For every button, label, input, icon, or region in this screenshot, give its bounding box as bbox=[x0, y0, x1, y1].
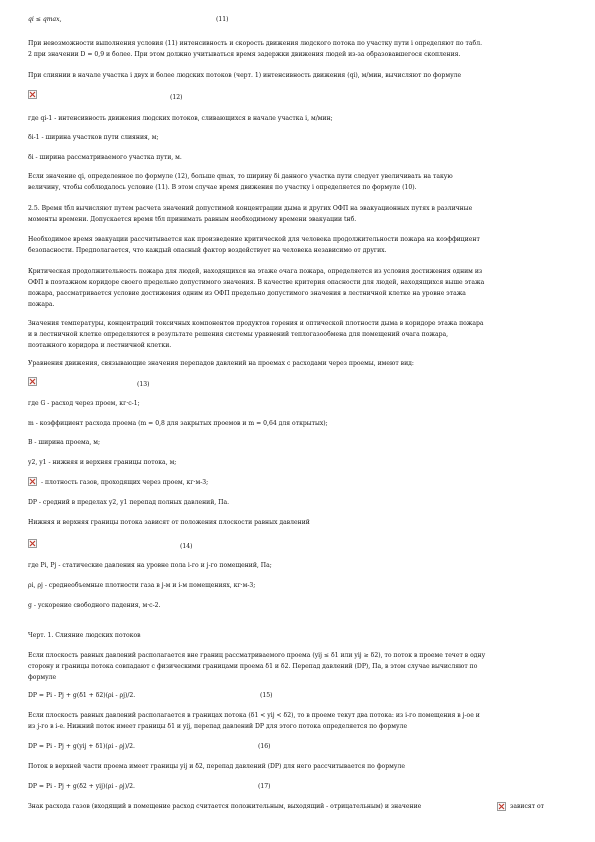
paragraph-two-flows-2: из j-го в i-е. Нижний поток имеет границы δ1 и yij, перепад давлений DP для этого потока определяется по формуле bbox=[28, 723, 408, 730]
paragraph-sign-of-flow-end: зависят от bbox=[510, 803, 545, 810]
where-g: g - ускорение свободного падения, м·c-2. bbox=[28, 602, 161, 609]
paragraph-qmax: Если значение qi, определенное по формуле (12), больше qmax, то ширину δi данного участка пути следует увеличивать на такую bbox=[28, 173, 453, 180]
paragraph-11-condition: При невозможности выполнения условия (11) интенсивность и скорость движения людского потока по участку пути i определяют по табл. bbox=[28, 40, 483, 47]
formula-17: DP = Pi - Pj + g(δ2 + yij)(ρi - ρj)/2. bbox=[28, 783, 135, 790]
paragraph-critical-3: пожара, рассматривается условие достижения одним из ОФП предельно допустимого значения в лестничной клетке на уровне этажа bbox=[28, 290, 466, 297]
paragraph-equal-pressure-2: сторону и границы потока совпадают с физическими границами проема δ1 и δ2. Перепад давлений (DP), Па, в этом случае вычисляют по bbox=[28, 663, 478, 670]
broken-image-icon bbox=[28, 539, 37, 548]
paragraph-two-flows: Если плоскость равных давлений располагается в границах потока (δ1 < yij < δ2), то в проеме текут два потока: из i-го помещения в j-ое и bbox=[28, 712, 480, 719]
where-B: B - ширина проема, м; bbox=[28, 439, 101, 446]
where-m: m - коэффициент расхода проема (m = 0,8 для закрытых проемов и m = 0,64 для открытых); bbox=[28, 420, 328, 427]
formula-16: DP = Pi - Pj + g(yij + δ1)(ρi - ρj)/2. bbox=[28, 743, 135, 750]
where-DP: DP - средний в пределах y2, y1 перепад полных давлений, Па. bbox=[28, 499, 230, 506]
where-qi-1: где qi-1 - интенсивность движения людских потоков, сливающихся в начале участка i, м/мин; bbox=[28, 115, 333, 122]
paragraph-2-5: 2.5. Время tбл вычисляют путем расчета значений допустимой концентрации дыма и других ОФП на эвакуационных путях в различные bbox=[28, 205, 473, 212]
where-rho-i-j: ρi, ρj - среднеобъемные плотности газа в j-м и i-м помещениях, кг·м-3; bbox=[28, 582, 256, 589]
paragraph-2-5-cont: моменты времени. Допускается время tбл принимать равным необходимому времени эвакуации tнб. bbox=[28, 216, 357, 223]
paragraph-evac-time-cont: безопасности. Предполагается, что каждый опасный фактор воздействует на человека независимо от других. bbox=[28, 247, 387, 254]
formula-15: DP = Pi - Pj + g(δ1 + δ2)(ρi - ρj)/2. bbox=[28, 692, 136, 699]
equation-number-13: (13) bbox=[137, 381, 150, 388]
formula-11: qі ≤ qmax, bbox=[28, 16, 62, 23]
broken-image-icon bbox=[28, 477, 37, 486]
paragraph-equal-pressure: Если плоскость равных давлений располагается вне границ рассматриваемого проема (yij ≤ δ1 или yij ≥ δ2), то поток в проеме течет в одну bbox=[28, 652, 486, 659]
paragraph-critical: Критическая продолжительность пожара для людей, находящихся на этаже очага пожара, определяется из условия достижения одним из bbox=[28, 268, 483, 275]
broken-image-icon bbox=[28, 90, 37, 99]
paragraph-sign-of-flow: Знак расхода газов (входящий в помещение расход считается положительным, выходящий - отрицательным) и значение bbox=[28, 803, 422, 810]
equation-number-16: (16) bbox=[258, 743, 271, 750]
paragraph-critical-2: ОФП в поэтажном коридоре своего предельно допустимого значения. В качестве критерия опасности для людей, находящихся выше этажа bbox=[28, 279, 485, 286]
equation-number-15: (15) bbox=[260, 692, 273, 699]
equation-number-14: (14) bbox=[180, 543, 193, 550]
paragraph-temperature-2: и в лестничной клетке определяются в результате решения системы уравнений теплогазообмена для помещений очага пожара, bbox=[28, 331, 449, 338]
paragraph-temperature-3: поэтажного коридора и лестничной клетки. bbox=[28, 342, 172, 349]
paragraph-equal-pressure-3: формуле bbox=[28, 674, 57, 681]
equation-number-17: (17) bbox=[258, 783, 271, 790]
paragraph-upper-flow: Поток в верхней части проема имеет границы yij и δ2, перепад давлений (DP) для него рассчитывается по формуле bbox=[28, 763, 405, 770]
broken-image-icon bbox=[497, 802, 506, 811]
where-y2-y1: y2, y1 - нижняя и верхняя границы потока, м; bbox=[28, 459, 177, 466]
equation-number-12: (12) bbox=[170, 94, 183, 101]
where-G: где G - расход через проем, кг·с-1; bbox=[28, 400, 140, 407]
where-delta-i: δi - ширина рассматриваемого участка пути, м. bbox=[28, 154, 182, 161]
equation-number-11: (11) bbox=[216, 16, 229, 23]
figure-caption: Черт. 1. Слияние людских потоков bbox=[28, 632, 141, 639]
where-delta-i-1: δi-1 - ширина участков пути слияния, м; bbox=[28, 134, 159, 141]
paragraph-evac-time: Необходимое время эвакуации рассчитывается как произведение критической для человека продолжительности пожара на коэффициент bbox=[28, 236, 480, 243]
paragraph-temperature: Значения температуры, концентраций токсичных компонентов продуктов горения и оптической плотности дыма в коридоре этажа пожара bbox=[28, 320, 484, 327]
paragraph-merge-intro: При слиянии в начале участка i двух и более людских потоков (черт. 1) интенсивность движения (qi), м/мин, вычисляют по формуле bbox=[28, 72, 462, 79]
paragraph-11-condition-cont: 2 при значении D = 0,9 и более. При этом должно учитываться время задержки движения людей из-за образовавшегося скопления. bbox=[28, 51, 461, 58]
broken-image-icon bbox=[28, 377, 37, 386]
paragraph-critical-4: пожара. bbox=[28, 301, 55, 308]
paragraph-bounds: Нижняя и верхняя границы потока зависят от положения плоскости равных давлений bbox=[28, 519, 310, 526]
paragraph-motion-eq: Уравнения движения, связывающие значения перепадов давлений на проемах с расходами через проемы, имеют вид: bbox=[28, 360, 414, 367]
where-rho: - плотность газов, проходящих через проем, кг·м-3; bbox=[41, 479, 209, 486]
where-Pi-Pj: где Pi, Pj - статические давления на уровне пола i-го и j-го помещений, Па; bbox=[28, 562, 272, 569]
paragraph-qmax-cont: величину, чтобы соблюдалось условие (11). В этом случае время движения по участку i определяется по формуле (10). bbox=[28, 184, 417, 191]
